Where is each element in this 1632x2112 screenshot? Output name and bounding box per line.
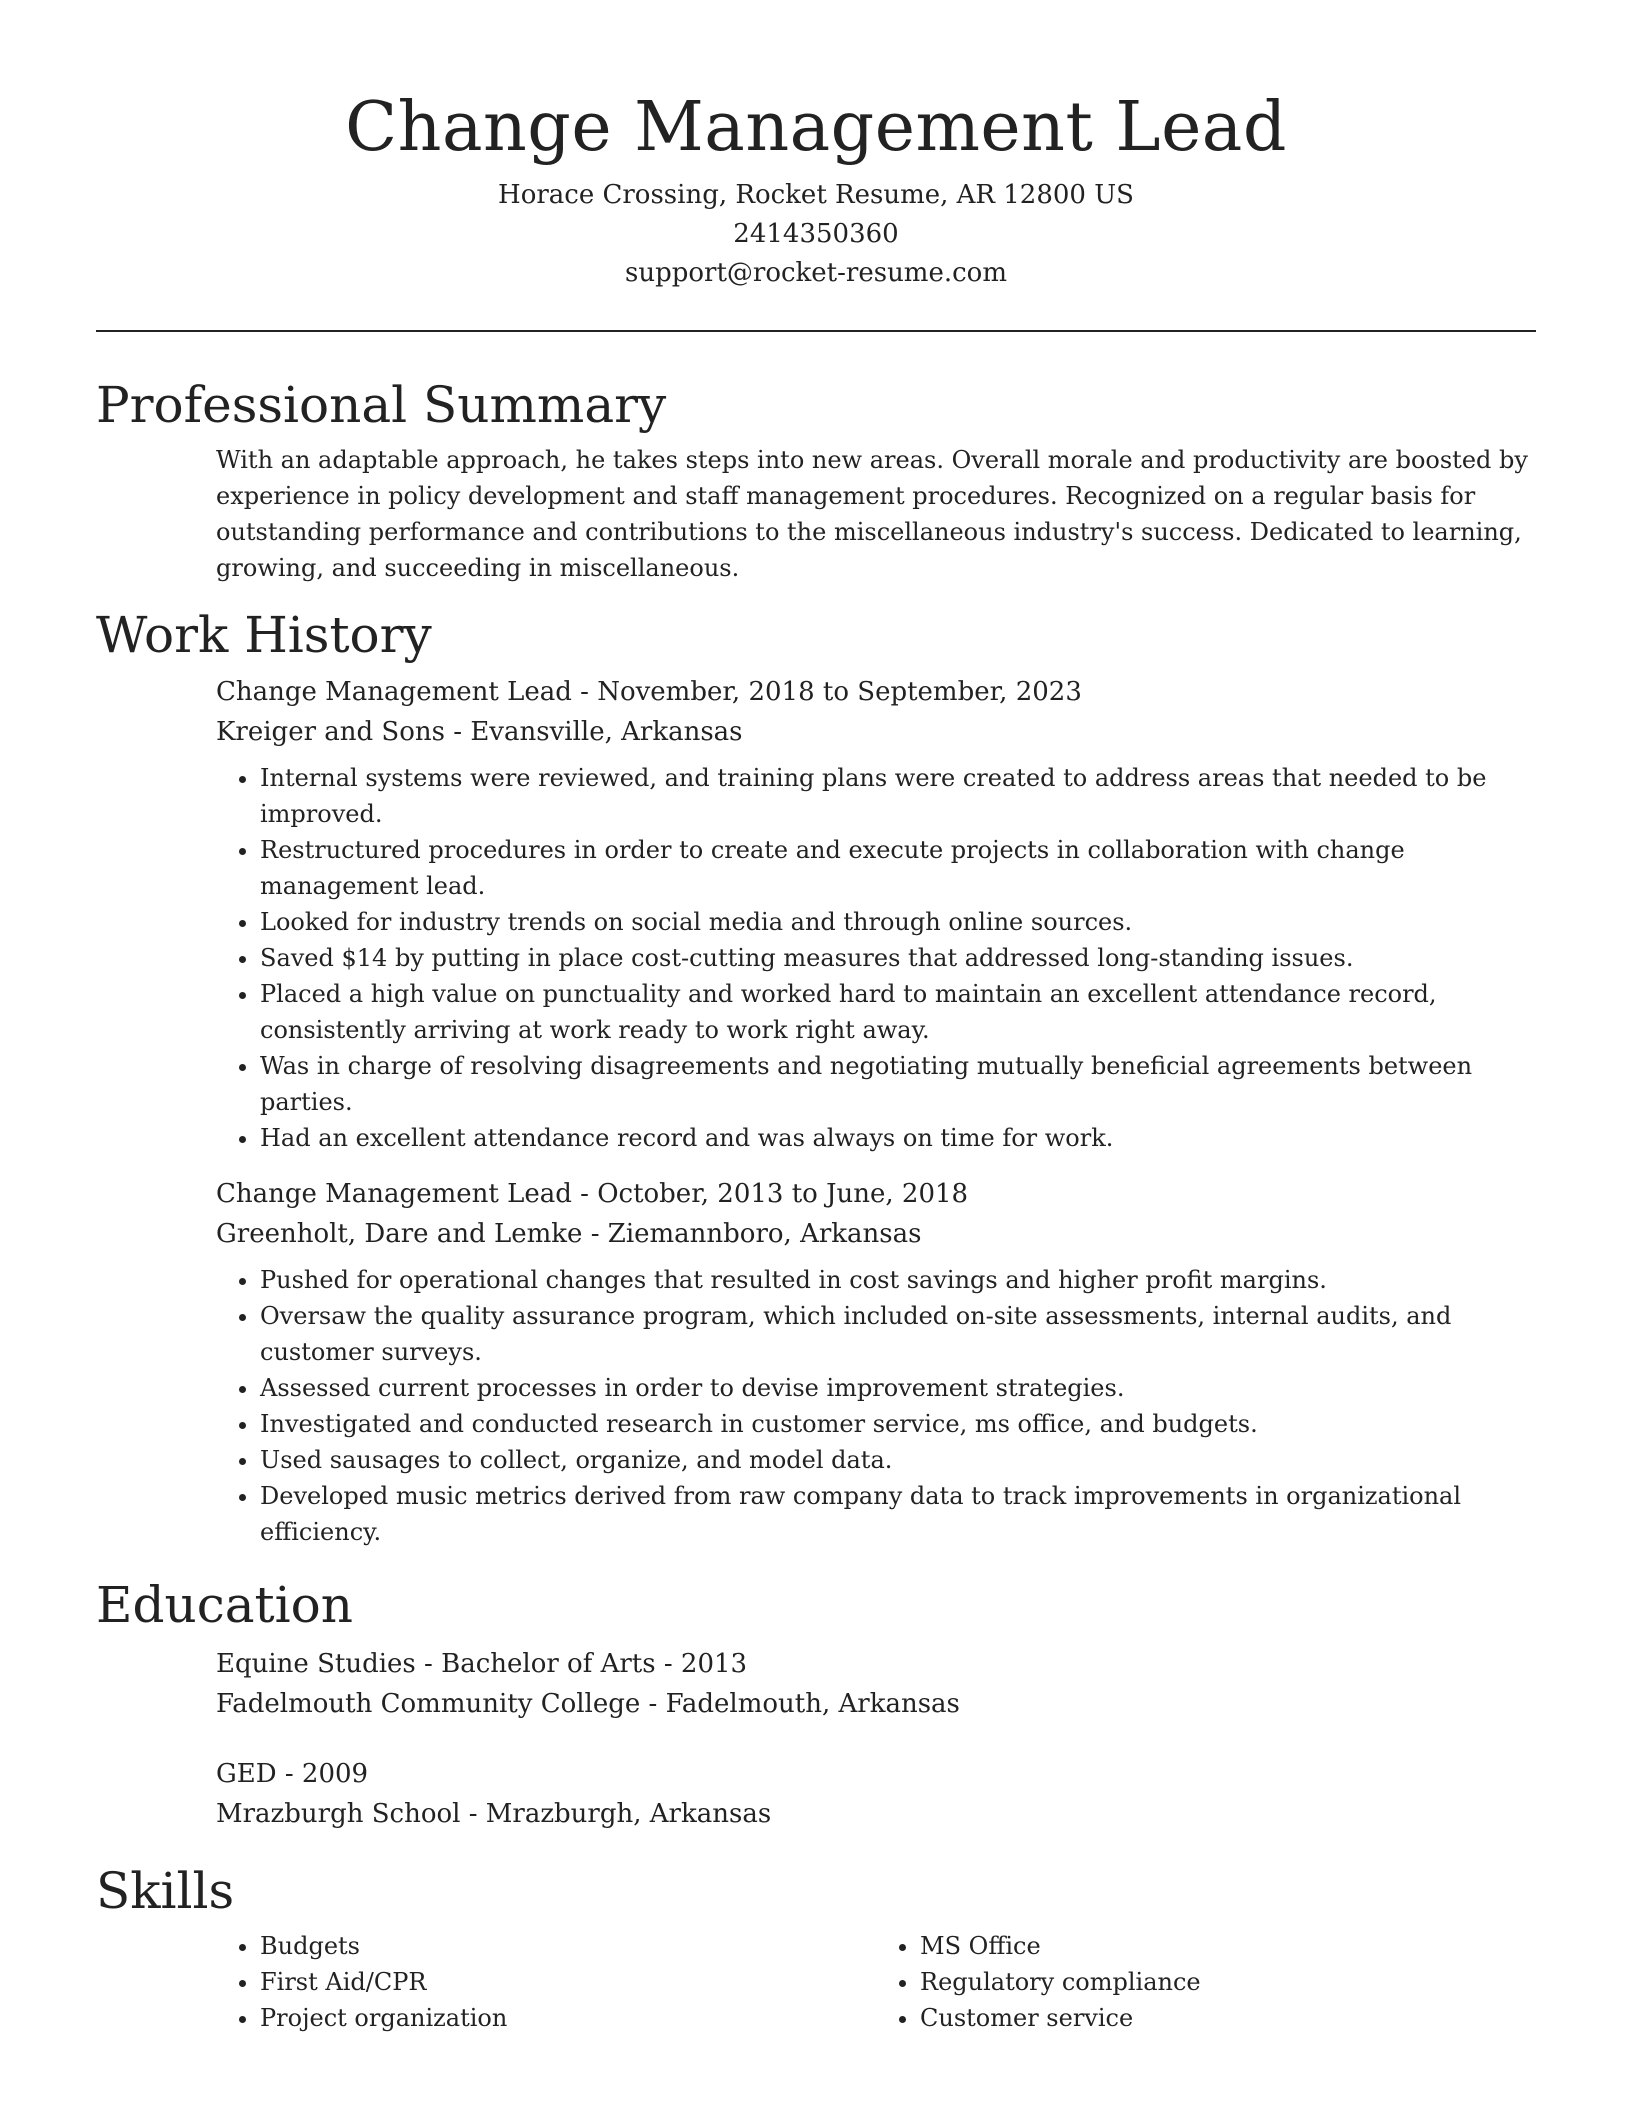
degree-line [216,1644,1536,1684]
list-item: • Pushed for operational changes that resulted in cost savings and higher profit margins. [260,1262,1536,1298]
job-role: Change Management Lead [216,1179,572,1209]
summary-heading: Professional Summary [96,376,667,434]
email: support@rocket-resume.com [624,258,1007,288]
list-item: • Placed a high value on punctuality and worked hard to maintain an excellent attendance record, consistently arriving at work ready to work right away. [260,976,1536,1048]
list-item: • Was in charge of resolving disagreements and negotiating mutually beneficial agreements between parties. [260,1048,1536,1120]
job-title-line [216,1174,1536,1214]
list-item: • Used sausages to collect, organize, and model data. [260,1442,1536,1478]
education-heading: Education [96,1576,353,1634]
school-name: Mrazburgh School [216,1799,461,1829]
skill-item: • First Aid/CPR [260,1964,876,2000]
skills-list [216,1928,1536,2036]
school-name: Fadelmouth Community College [216,1689,641,1719]
job-location: - Ziemannboro, Arkansas [582,1219,922,1249]
job-location: - Evansville, Arkansas [445,717,743,747]
skill-item: • Project organization [260,2000,876,2036]
school-location: - Fadelmouth, Arkansas [640,1689,960,1719]
job-dates: - November, 2018 to September, 2023 [571,677,1082,707]
education-entry [216,1754,1536,1834]
job-company: Greenholt, Dare and Lemke [216,1219,583,1249]
summary-text: With an adaptable approach, he takes steps into new areas. Overall morale and productivity are boosted by experience in policy development and staff management procedures. Recognized on a regular basis for outstanding performance and contributions to the miscellaneous industry's success. Dedicated to learning, growing, and succeeding in miscellaneous. [216,446,1528,582]
list-item: • Assessed current processes in order to devise improvement strategies. [260,1370,1536,1406]
school-line [216,1794,1536,1834]
list-item: • Oversaw the quality assurance program, which included on-site assessments, internal audits, and customer surveys. [260,1298,1536,1370]
job-bullets [216,760,1536,1156]
job-bullets [216,1262,1536,1550]
skill-item: • MS Office [920,1928,1536,1964]
job-dates: - October, 2013 to June, 2018 [571,1179,969,1209]
education-entry [216,1644,1536,1724]
work-history-heading: Work History [96,606,432,664]
list-item: • Investigated and conducted research in customer service, ms office, and budgets. [260,1406,1536,1442]
job-company: Kreiger and Sons [216,717,445,747]
list-item: • Internal systems were reviewed, and training plans were created to address areas that needed to be improved. [260,760,1536,832]
skills-column-right [876,1928,1536,2036]
degree-line [216,1754,1536,1794]
candidate-title: Change Management Lead [345,88,1287,167]
job-entry [216,672,1536,1156]
phone: 2414350360 [733,219,899,249]
skills-column-left [216,1928,876,2036]
job-company-line [216,1214,1536,1254]
resume-page [96,80,1536,2036]
education-list [216,1644,1536,1834]
header-divider [96,330,1536,332]
list-item: • Had an excellent attendance record and was always on time for work. [260,1120,1536,1156]
job-title-line [216,672,1536,712]
skill-item: • Regulatory compliance [920,1964,1536,2000]
job-entry [216,1174,1536,1550]
resume-header [96,80,1536,293]
list-item: • Looked for industry trends on social media and through online sources. [260,904,1536,940]
work-history-list [216,672,1536,1550]
skill-item: • Customer service [920,2000,1536,2036]
list-item: • Developed music metrics derived from raw company data to track improvements in organizational efficiency. [260,1478,1536,1550]
graduation-year: - 2013 [655,1649,748,1679]
skills-heading: Skills [96,1862,235,1920]
job-company-line [216,712,1536,752]
graduation-year: - 2009 [276,1759,369,1789]
skill-item: • Budgets [260,1928,876,1964]
school-line [216,1684,1536,1724]
list-item: • Saved $14 by putting in place cost-cutting measures that addressed long-standing issues. [260,940,1536,976]
job-role: Change Management Lead [216,677,572,707]
list-item: • Restructured procedures in order to create and execute projects in collaboration with change management lead. [260,832,1536,904]
school-location: - Mrazburgh, Arkansas [460,1799,772,1829]
degree: GED [216,1759,277,1789]
address: Horace Crossing, Rocket Resume, AR 12800 US [498,180,1134,210]
degree: Equine Studies - Bachelor of Arts [216,1649,656,1679]
